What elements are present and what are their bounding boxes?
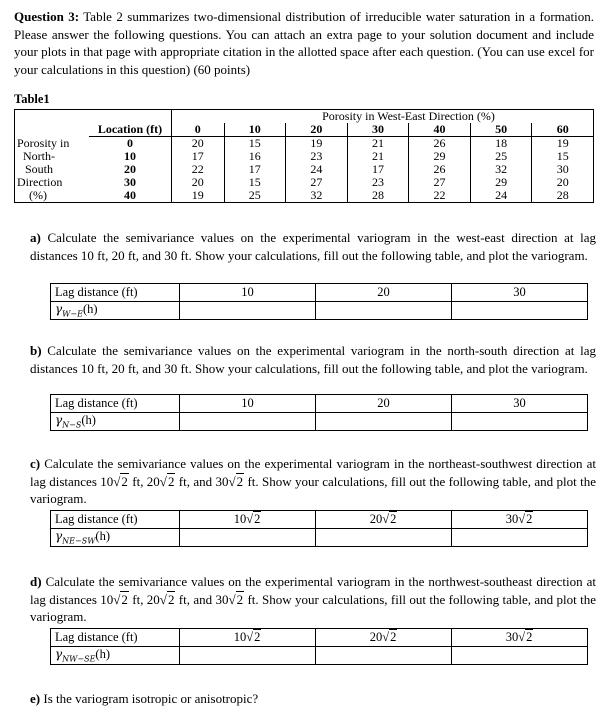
sqrt-sign: √ (228, 473, 236, 489)
lag-value (180, 511, 316, 529)
gamma-input-cell[interactable] (180, 647, 316, 665)
sqrt-content: 2 (121, 473, 128, 489)
gamma-input-cell[interactable] (316, 529, 452, 547)
part-c-text (30, 455, 596, 508)
table1-label: Table1 (14, 92, 50, 106)
col-header: 10 (224, 123, 286, 137)
sqrt-content: 2 (236, 473, 244, 489)
col-header: 30 (347, 123, 409, 137)
lag-value: 10 (180, 395, 316, 413)
table-cell: 28 (347, 189, 409, 203)
table-cell: 22 (172, 163, 225, 176)
sqrt-content: 2 (167, 473, 175, 489)
table-cell: 28 (532, 189, 594, 203)
gamma-input-cell[interactable] (180, 413, 316, 431)
part-d-body-4: ft. Show your calculations, fill out the following table, and plot the variogram. (30, 591, 596, 624)
gamma-label (51, 647, 180, 665)
table-cell: 18 (470, 137, 532, 151)
lag-number: 30 (505, 630, 519, 644)
part-c-body-1: Calculate the semivariance values on the experimental variogram in the northeast-southwest direction at lag distances 10 (30, 456, 596, 489)
gamma-arg: (h) (95, 529, 110, 544)
table-cell: 26 (409, 163, 471, 176)
sqrt-sign: √ (159, 473, 167, 489)
location-label: Location (ft) (89, 123, 172, 137)
lag-value: 20 (316, 284, 452, 302)
lag-label: Lag distance (ft) (51, 284, 180, 302)
gamma-row (51, 529, 588, 547)
sqrt-sign: √ (159, 591, 167, 607)
gamma-input-cell[interactable] (180, 529, 316, 547)
table-cell: 17 (347, 163, 409, 176)
side-header-line: Direction (15, 176, 90, 189)
table-cell: 15 (532, 150, 594, 163)
table-cell: 22 (409, 189, 471, 203)
part-a-body: Calculate the semivariance values on the experimental variogram in the west-east direction at lag distances 10 ft, 20 ft, and 30 ft. Show your calculations, fill out the following table, and plot the variogram. (30, 230, 597, 263)
table-cell: 19 (172, 189, 225, 203)
table-header-row-1 (15, 110, 594, 124)
gamma-input-cell[interactable] (452, 529, 588, 547)
table-cell: 19 (532, 137, 594, 151)
lag-value: 30 (452, 284, 588, 302)
lag-label: Lag distance (ft) (51, 395, 180, 413)
sqrt-content: 2 (390, 512, 397, 526)
corner-cell-2 (89, 110, 172, 124)
part-d-body-2: ft, 20 (128, 591, 160, 607)
lag-row (51, 511, 588, 529)
gamma-input-cell[interactable] (180, 302, 316, 320)
lag-value (316, 629, 452, 647)
table-cell: 25 (224, 189, 286, 203)
table-cell: 20 (172, 176, 225, 189)
table-cell: 21 (347, 150, 409, 163)
part-b-body: Calculate the semivariance values on the experimental variogram in the north-south direction at lag distances 10 ft, 20 ft, and 30 ft. Show your calculations, fill out the following table, and plot the variogram. (30, 343, 597, 376)
table-cell: 32 (286, 189, 348, 203)
sqrt-sign: √ (518, 630, 526, 644)
part-e-body: Is the variogram isotropic or anisotropic? (43, 691, 259, 706)
side-header-top (15, 123, 90, 137)
gamma-symbol: γ (55, 413, 63, 428)
part-d-table (50, 628, 588, 665)
table-cell: 26 (409, 137, 471, 151)
table-cell: 21 (347, 137, 409, 151)
sqrt-sign: √ (246, 512, 254, 526)
table-row (15, 137, 594, 151)
table-cell: 29 (409, 150, 471, 163)
gamma-subscript: NW−SE (62, 654, 96, 664)
gamma-input-cell[interactable] (452, 302, 588, 320)
gamma-subscript: N−S (62, 420, 82, 430)
lag-value (452, 511, 588, 529)
sqrt-content: 2 (167, 591, 175, 607)
sqrt-content: 2 (254, 512, 261, 526)
table-cell: 29 (470, 176, 532, 189)
gamma-arg: (h) (81, 413, 96, 428)
gamma-input-cell[interactable] (452, 647, 588, 665)
table-cell: 27 (286, 176, 348, 189)
gamma-label (51, 529, 180, 547)
lag-row (51, 629, 588, 647)
part-e-label: e) (30, 691, 41, 706)
table-cell: 24 (470, 189, 532, 203)
table-cell: 23 (347, 176, 409, 189)
part-a-label: a) (30, 230, 41, 245)
gamma-input-cell[interactable] (316, 413, 452, 431)
gamma-label (51, 413, 180, 431)
gamma-arg: (h) (95, 647, 110, 662)
lag-number: 20 (369, 512, 383, 526)
lag-number: 10 (233, 512, 247, 526)
table-cell: 27 (409, 176, 471, 189)
part-c-body-3: ft, and 30 (175, 473, 229, 489)
table-cell: 25 (470, 150, 532, 163)
sqrt-content: 2 (121, 591, 128, 607)
part-e-text (30, 690, 596, 708)
table-cell: 19 (286, 137, 348, 151)
table-cell: 23 (286, 150, 348, 163)
col-header: 0 (172, 123, 225, 137)
row-location: 30 (124, 175, 136, 189)
lag-row (51, 284, 588, 302)
gamma-row (51, 647, 588, 665)
side-header-line: Porosity in (15, 137, 90, 151)
side-header-line: South (15, 163, 90, 176)
part-d-text (30, 573, 596, 626)
table-row (15, 189, 594, 203)
table-cell: 20 (532, 176, 594, 189)
sqrt-sign: √ (228, 591, 236, 607)
sqrt-sign: √ (382, 512, 390, 526)
part-d-label: d) (30, 574, 42, 589)
lag-number: 10 (233, 630, 247, 644)
table-cell: 15 (224, 137, 286, 151)
sqrt-sign: √ (382, 630, 390, 644)
lag-value: 30 (452, 395, 588, 413)
part-c-body-4: ft. Show your calculations, fill out the following table, and plot the variogram. (30, 473, 596, 506)
gamma-label (51, 302, 180, 320)
sqrt-sign: √ (113, 591, 121, 607)
side-header-line: North- (15, 150, 90, 163)
table-cell: 30 (532, 163, 594, 176)
lag-number: 20 (369, 630, 383, 644)
gamma-symbol: γ (55, 302, 63, 317)
part-a-table (50, 283, 588, 320)
part-b-table (50, 394, 588, 431)
sqrt-content: 2 (236, 591, 244, 607)
question-3-text (14, 8, 594, 78)
question-body: Table 2 summarizes two-dimensional distribution of irreducible water saturation in a formation. Please answer the following questions. You can attach an extra page to your solution document and include your plots in that page with appropriate citation in the allotted space after each question. (You can use excel for your calculations in this question) (60 points) (14, 9, 595, 77)
sqrt-sign: √ (246, 630, 254, 644)
gamma-row (51, 302, 588, 320)
porosity-we-header: Porosity in West-East Direction (%) (224, 110, 594, 124)
row-location: 40 (89, 189, 172, 203)
gamma-input-cell[interactable] (316, 302, 452, 320)
part-c-table (50, 510, 588, 547)
part-d-body-1: Calculate the semivariance values on the experimental variogram in the northwest-southeast direction at lag distances 10 (30, 574, 596, 607)
part-c-body-2: ft, 20 (128, 473, 160, 489)
sqrt-content: 2 (526, 512, 533, 526)
lag-value (452, 629, 588, 647)
col-header: 40 (409, 123, 471, 137)
sqrt-sign: √ (113, 473, 121, 489)
part-c-label: c) (30, 456, 41, 471)
sqrt-sign: √ (518, 512, 526, 526)
part-b-label: b) (30, 343, 42, 358)
table-cell: 15 (224, 176, 286, 189)
empty-header-cell (172, 110, 225, 124)
table-cell: 24 (286, 163, 348, 176)
gamma-symbol: γ (55, 647, 63, 662)
gamma-symbol: γ (55, 529, 63, 544)
lag-value (316, 511, 452, 529)
lag-number: 30 (505, 512, 519, 526)
part-d-body-3: ft, and 30 (175, 591, 229, 607)
lag-label: Lag distance (ft) (51, 629, 180, 647)
lag-value: 20 (316, 395, 452, 413)
table-cell: 32 (470, 163, 532, 176)
sqrt-content: 2 (526, 630, 533, 644)
table-cell: 16 (224, 150, 286, 163)
sqrt-content: 2 (254, 630, 261, 644)
gamma-input-cell[interactable] (316, 647, 452, 665)
col-header: 60 (532, 123, 594, 137)
gamma-row (51, 413, 588, 431)
part-a-text (30, 229, 596, 264)
lag-value (180, 629, 316, 647)
lag-row (51, 395, 588, 413)
gamma-input-cell[interactable] (452, 413, 588, 431)
row-location: 0 (127, 136, 133, 150)
table-cell: 17 (224, 163, 286, 176)
question-label: Question 3: (14, 9, 80, 24)
col-header: 20 (286, 123, 348, 137)
lag-value: 10 (180, 284, 316, 302)
porosity-table (14, 109, 594, 203)
col-header: 50 (470, 123, 532, 137)
side-header-line: (%) (15, 189, 90, 203)
gamma-subscript: W−E (62, 309, 83, 319)
gamma-subscript: NE−SW (62, 536, 96, 546)
table-header-row-2 (15, 123, 594, 137)
part-b-text (30, 342, 596, 377)
table-cell: 17 (172, 150, 225, 163)
lag-label: Lag distance (ft) (51, 511, 180, 529)
row-location: 20 (124, 162, 136, 176)
sqrt-content: 2 (390, 630, 397, 644)
corner-cell (15, 110, 90, 124)
table-cell: 20 (172, 137, 225, 151)
row-location: 10 (124, 149, 136, 163)
gamma-arg: (h) (82, 302, 98, 317)
